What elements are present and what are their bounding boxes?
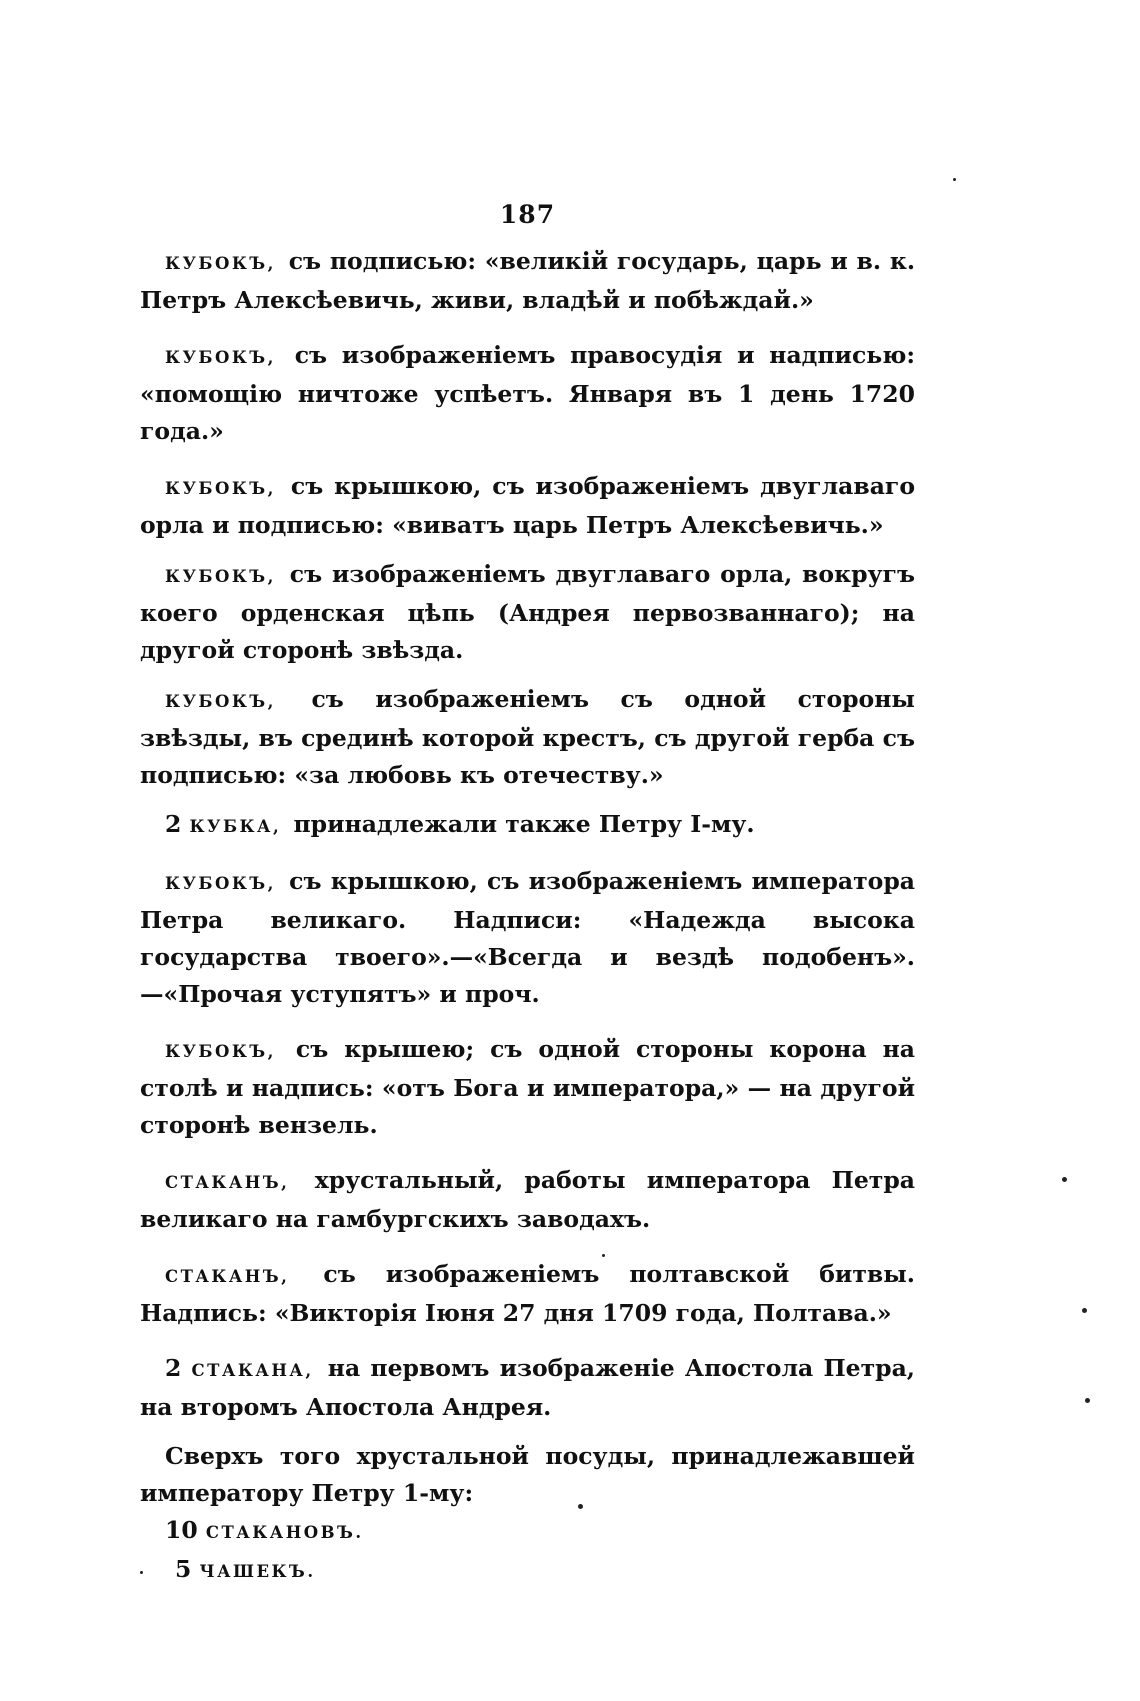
entry (140, 1256, 915, 1332)
entry-term: СТАКАНЪ, (165, 1173, 290, 1192)
scan-speck (1082, 1308, 1087, 1313)
list-item (140, 1512, 915, 1551)
list-item (140, 1551, 915, 1590)
entry-term: КУБОКЪ, (165, 348, 276, 367)
entry-text: съ подписью: «великій государь, царь и в. к. Петръ Алексѣевичь, живи, владѣй и побѣждай.» (140, 247, 915, 314)
entry-text: съ крышкою, съ изображеніемъ императора Петра великаго. Надписи: «Надежда высока государства твоего».—«Всегда и вездѣ подобенъ».—«Прочая уступятъ» и проч. (140, 867, 915, 1008)
entry-term: КУБКА, (189, 817, 282, 836)
item-term: ЧАШЕКЪ. (199, 1562, 316, 1581)
entry-text: на первомъ изображеніе Апостола Петра, на второмъ Апостола Андрея. (140, 1354, 915, 1421)
entry-term: КУБОКЪ, (165, 567, 276, 586)
document-page (140, 200, 915, 1590)
scan-speck (1085, 1398, 1090, 1403)
entry (140, 863, 915, 1013)
item-count: 5 (175, 1555, 192, 1583)
item-term: СТАКАНОВЪ. (205, 1523, 364, 1542)
entry-term: КУБОКЪ, (165, 874, 276, 893)
entry-count: 2 (165, 810, 182, 838)
entry (140, 468, 915, 544)
entry (140, 556, 915, 669)
page-number: 187 (499, 200, 556, 229)
entry-text: принадлежали также Петру І-му. (293, 810, 755, 838)
scan-speck (578, 1504, 583, 1509)
entry-text: хрустальный, работы императора Петра великаго на гамбургскихъ заводахъ. (140, 1166, 915, 1233)
entry-term: СТАКАНЪ, (165, 1267, 290, 1286)
entry-text: съ крышкою, съ изображеніемъ двуглаваго орла и подписью: «виватъ царь Петръ Алексѣевичь.» (140, 472, 916, 539)
entry-text: съ крышею; съ одной стороны корона на столѣ и надпись: «отъ Бога и императора,» — на другой сторонѣ вензель. (140, 1035, 916, 1139)
scan-speck (1062, 1177, 1067, 1182)
entry (140, 681, 915, 794)
scan-speck (140, 1571, 143, 1574)
scan-speck (602, 1254, 605, 1257)
entry-text: съ изображеніемъ съ одной стороны звѣзды, въ срединѣ которой крестъ, съ другой герба съ подписью: «за любовь къ отечеству.» (140, 685, 915, 789)
entry-count: 2 (165, 1354, 182, 1382)
entry-term: КУБОКЪ, (165, 479, 276, 498)
entry (140, 1031, 915, 1144)
entry-term: КУБОКЪ, (165, 1042, 276, 1061)
entry-term: СТАКАНА, (191, 1361, 314, 1380)
entry-text: съ изображеніемъ полтавской битвы. Надпись: «Викторія Іюня 27 дня 1709 года, Полтава.» (140, 1260, 915, 1327)
entry (140, 806, 915, 845)
entry-term: КУБОКЪ, (165, 692, 276, 711)
entry-text: съ изображеніемъ двуглаваго орла, вокругъ коего орденская цѣпь (Андрея первозваннаго); на другой сторонѣ звѣзда. (140, 560, 915, 664)
entry (140, 1350, 915, 1426)
scan-speck (953, 178, 956, 181)
closing-paragraph: Сверхъ того хрустальной посуды, принадлежавшей императору Петру 1-му: (140, 1442, 915, 1507)
entry (140, 1162, 915, 1238)
entry-text: съ изображеніемъ правосудія и надписью: «помощію ничтоже успѣетъ. Января въ 1 день 1720 года.» (140, 341, 916, 445)
item-count: 10 (165, 1516, 198, 1544)
entry (140, 243, 915, 319)
entry (140, 337, 915, 450)
entry-term: КУБОКЪ, (165, 254, 276, 273)
